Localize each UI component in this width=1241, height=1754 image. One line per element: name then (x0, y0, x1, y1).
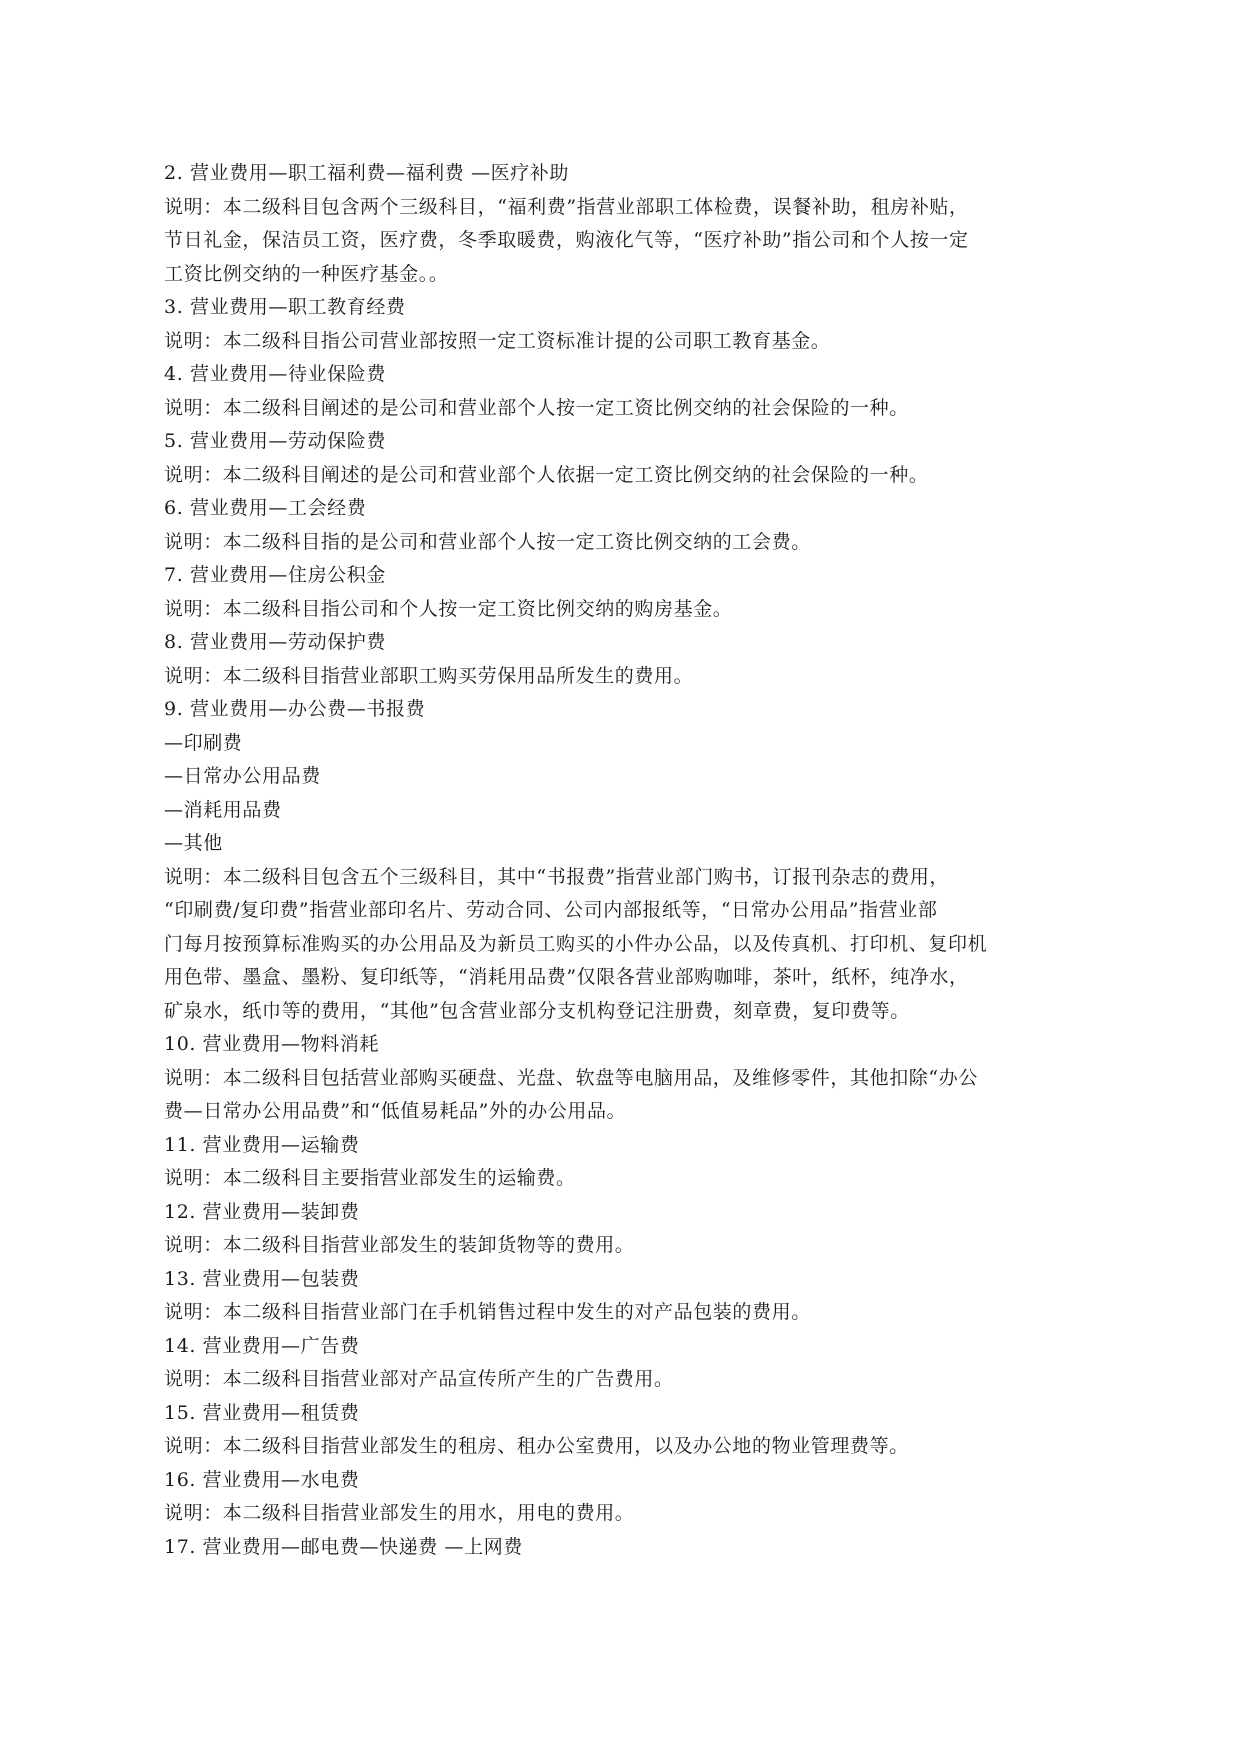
sub-item-other: —其他 (164, 832, 223, 854)
description-rental-fee: 说明：本二级科目指营业部发生的租房、租办公室费用，以及办公地的物业管理费等。 (164, 1435, 909, 1457)
heading-housing-fund: 7. 营业费用—住房公积金 (164, 564, 386, 586)
description-packaging-fee: 说明：本二级科目指营业部门在手机销售过程中发生的对产品包装的费用。 (164, 1301, 811, 1323)
heading-material-consumption: 10. 营业费用—物料消耗 (164, 1033, 380, 1055)
heading-loading-fee: 12. 营业费用—装卸费 (164, 1200, 360, 1223)
heading-rental-fee: 15. 营业费用—租赁费 (164, 1401, 360, 1424)
description-labor-insurance: 说明：本二级科目阐述的是公司和营业部个人依据一定工资比例交纳的社会保险的一种。 (164, 463, 929, 486)
description-housing-fund: 说明：本二级科目指公司和个人按一定工资比例交纳的购房基金。 (164, 597, 733, 620)
description-welfare-fee-line-2: 节日礼金，保洁员工资，医疗费，冬季取暖费，购液化气等，“医疗补助”指公司和个人按一定 (164, 229, 969, 251)
heading-packaging-fee: 13. 营业费用—包装费 (164, 1267, 360, 1290)
description-office-expense-line-5: 矿泉水，纸巾等的费用，“其他”包含营业部分支机构登记注册费，刻章费，复印费等。 (164, 999, 910, 1022)
description-office-expense-line-3: 门每月按预算标准购买的办公用品及为新员工购买的小件办公品，以及传真机、打印机、复印机 (164, 932, 988, 955)
heading-advertising-fee: 14. 营业费用—广告费 (164, 1334, 360, 1357)
description-transport-fee: 说明：本二级科目主要指营业部发生的运输费。 (164, 1167, 576, 1189)
sub-item-daily-office-supplies: —日常办公用品费 (164, 765, 321, 787)
heading-unemployment-insurance: 4. 营业费用—待业保险费 (164, 363, 386, 385)
description-union-fee: 说明：本二级科目指的是公司和营业部个人按一定工资比例交纳的工会费。 (164, 530, 811, 553)
heading-transport-fee: 11. 营业费用—运输费 (164, 1133, 360, 1156)
document-body (164, 157, 1084, 1564)
heading-welfare-fee: 2. 营业费用—职工福利费—福利费 —医疗补助 (164, 162, 570, 184)
description-education-fund: 说明：本二级科目指公司营业部按照一定工资标准计提的公司职工教育基金。 (164, 329, 831, 352)
description-office-expense-line-4: 用色带、墨盒、墨粉、复印纸等，“消耗用品费”仅限各营业部购咖啡，茶叶，纸杯，纯净水， (164, 966, 969, 988)
description-office-expense-line-1: 说明：本二级科目包含五个三级科目，其中“书报费”指营业部门购书，订报刊杂志的费用， (164, 865, 950, 888)
description-material-consumption-line-1: 说明：本二级科目包括营业部购买硬盘、光盘、软盘等电脑用品，及维修零件，其他扣除“办公 (164, 1066, 978, 1089)
sub-item-printing: —印刷费 (164, 731, 243, 754)
description-labor-protection: 说明：本二级科目指营业部职工购买劳保用品所发生的费用。 (164, 664, 694, 687)
heading-union-fee: 6. 营业费用—工会经费 (164, 497, 367, 519)
description-loading-fee: 说明：本二级科目指营业部发生的装卸货物等的费用。 (164, 1234, 635, 1256)
heading-postal-telecom-fee: 17. 营业费用—邮电费—快递费 —上网费 (164, 1535, 523, 1558)
description-office-expense-line-2: “印刷费/复印费”指营业部印名片、劳动合同、公司内部报纸等，“日常办公用品”指营业部 (164, 899, 938, 921)
heading-labor-protection: 8. 营业费用—劳动保护费 (164, 631, 386, 653)
description-unemployment-insurance: 说明：本二级科目阐述的是公司和营业部个人按一定工资比例交纳的社会保险的一种。 (164, 396, 909, 419)
description-utilities-fee: 说明：本二级科目指营业部发生的用水，用电的费用。 (164, 1502, 635, 1524)
description-material-consumption-line-2: 费—日常办公用品费”和“低值易耗品”外的办公用品。 (164, 1100, 627, 1122)
heading-education-fund: 3. 营业费用—职工教育经费 (164, 296, 406, 318)
description-welfare-fee-line-1: 说明：本二级科目包含两个三级科目，“福利费”指营业部职工体检费，误餐补助，租房补贴， (164, 195, 969, 218)
heading-labor-insurance: 5. 营业费用—劳动保险费 (164, 430, 386, 452)
description-welfare-fee-line-3: 工资比例交纳的一种医疗基金。。 (164, 262, 449, 285)
description-advertising-fee: 说明：本二级科目指营业部对产品宣传所产生的广告费用。 (164, 1368, 674, 1390)
sub-item-consumables: —消耗用品费 (164, 798, 282, 821)
heading-office-expense: 9. 营业费用—办公费—书报费 (164, 698, 426, 720)
heading-utilities-fee: 16. 营业费用—水电费 (164, 1468, 360, 1491)
